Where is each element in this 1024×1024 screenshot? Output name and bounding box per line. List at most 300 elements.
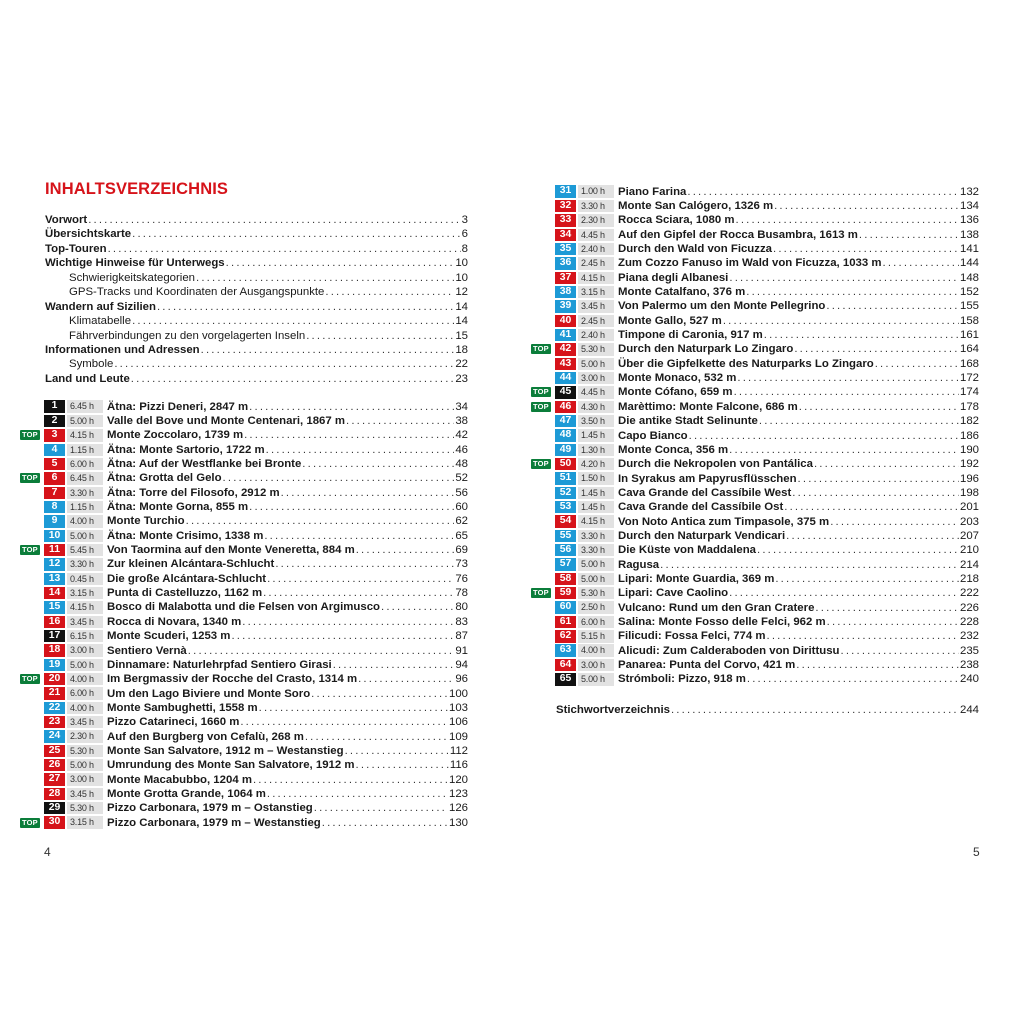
tour-duration: 4.15 h	[578, 515, 614, 527]
tour-entry[interactable]	[531, 615, 979, 629]
tour-entry[interactable]	[20, 543, 468, 557]
tour-page-number: 192	[959, 458, 979, 471]
tour-duration: 6.15 h	[67, 630, 103, 642]
tour-page-number: 130	[448, 816, 468, 829]
tour-page-number: 56	[455, 486, 468, 499]
tour-duration: 1.45 h	[578, 501, 614, 513]
tour-entry[interactable]	[531, 471, 979, 485]
toc-entry[interactable]	[45, 271, 468, 285]
leader-dots	[249, 501, 454, 513]
tour-page-number: 116	[449, 759, 468, 772]
top-slot	[531, 587, 555, 599]
tour-title: In Syrakus am Papyrusflüsschen	[618, 472, 797, 485]
tour-duration: 4.30 h	[578, 401, 614, 413]
tour-title: Monte San Calógero, 1326 m	[618, 200, 774, 213]
leader-dots	[671, 703, 959, 718]
toc-entry[interactable]	[45, 300, 468, 314]
tour-duration: 4.00 h	[67, 702, 103, 714]
tour-duration: 1.15 h	[67, 501, 103, 513]
toc-entry[interactable]	[45, 213, 468, 227]
toc-entry-page: 10	[455, 271, 468, 284]
tour-title: Ätna: Monte Gorna, 855 m	[107, 501, 249, 514]
tour-title: Über die Gipfelkette des Naturparks Lo Zingaro	[618, 357, 874, 370]
top-slot	[20, 487, 44, 499]
tour-entry[interactable]	[20, 715, 468, 729]
tour-number-badge: 38	[555, 286, 576, 298]
tour-title: Von Noto Antica zum Timpasole, 375 m	[618, 515, 830, 528]
top-slot	[20, 759, 44, 771]
top-slot	[531, 214, 555, 226]
tour-title: Monte Zoccolaro, 1739 m	[107, 429, 244, 442]
leader-dots	[196, 271, 454, 285]
tour-number-badge: 27	[44, 773, 65, 785]
tour-page-number: 62	[455, 515, 468, 528]
leader-dots	[114, 357, 454, 371]
tour-page-number: 48	[455, 458, 468, 471]
tour-entry[interactable]	[531, 256, 979, 270]
toc-entry[interactable]	[45, 343, 468, 357]
tour-entry[interactable]	[531, 557, 979, 571]
tour-duration: 3.30 h	[67, 558, 103, 570]
leader-dots	[253, 774, 448, 786]
tour-title: Pizzo Catarineci, 1660 m	[107, 716, 240, 729]
tour-number-badge: 35	[555, 243, 576, 255]
tour-title: Filicudi: Fossa Felci, 774 m	[618, 630, 766, 643]
tour-entry[interactable]	[531, 644, 979, 658]
tour-page-number: 240	[959, 673, 979, 686]
tour-entry[interactable]	[531, 228, 979, 242]
tour-duration: 1.45 h	[578, 487, 614, 499]
toc-entry[interactable]	[45, 357, 468, 371]
tour-page-number: 123	[448, 787, 468, 800]
tour-page-number: 214	[959, 558, 979, 571]
tour-entry[interactable]	[20, 514, 468, 528]
top-slot	[531, 573, 555, 585]
top-slot	[531, 458, 555, 470]
leader-dots	[794, 343, 959, 355]
tour-entry[interactable]	[20, 457, 468, 471]
tour-duration: 1.45 h	[578, 429, 614, 441]
tour-title: Strómboli: Pizzo, 918 m	[618, 673, 746, 686]
tour-entry[interactable]	[20, 815, 468, 829]
top-slot	[20, 472, 44, 484]
top-slot	[20, 544, 44, 556]
toc-entry-label: Symbole	[69, 358, 114, 371]
tour-page-number: 144	[959, 257, 979, 270]
tour-entry[interactable]	[531, 672, 979, 686]
tour-duration: 6.45 h	[67, 472, 103, 484]
top-slot	[531, 286, 555, 298]
tour-number-badge: 62	[555, 630, 576, 642]
tour-page-number: 60	[455, 501, 468, 514]
tour-number-badge: 34	[555, 229, 576, 241]
tour-duration: 5.30 h	[578, 343, 614, 355]
tour-duration: 4.00 h	[578, 644, 614, 656]
leader-dots	[223, 472, 455, 484]
tour-page-number: 112	[449, 744, 468, 757]
tour-duration: 3.00 h	[67, 773, 103, 785]
toc-entry-page: 14	[455, 300, 468, 313]
tour-page-number: 132	[959, 185, 979, 198]
tour-title: Bosco di Malabotta und die Felsen von Argimusco	[107, 601, 380, 614]
top-slot	[531, 516, 555, 528]
tour-duration: 3.30 h	[578, 544, 614, 556]
top-slot	[20, 558, 44, 570]
tour-duration: 3.45 h	[67, 716, 103, 728]
tour-duration: 3.45 h	[67, 616, 103, 628]
tour-page-number: 148	[959, 271, 979, 284]
top-slot	[20, 616, 44, 628]
tour-entry[interactable]	[20, 486, 468, 500]
tour-title: Lipari: Monte Guardia, 369 m	[618, 572, 775, 585]
tour-entry[interactable]	[531, 400, 979, 414]
leader-dots	[796, 659, 959, 671]
top-slot	[531, 257, 555, 269]
tour-entry[interactable]	[20, 600, 468, 614]
top-badge: TOP	[533, 588, 549, 598]
tour-entry[interactable]	[20, 400, 468, 414]
leader-dots	[689, 430, 959, 442]
tour-number-badge: 20	[44, 673, 65, 685]
tour-number-badge: 59	[555, 587, 576, 599]
tour-title: Salina: Monte Fosso delle Felci, 962 m	[618, 615, 826, 628]
tour-duration: 3.50 h	[578, 415, 614, 427]
top-slot	[531, 501, 555, 513]
tour-duration: 3.15 h	[67, 816, 103, 828]
top-slot	[20, 716, 44, 728]
tour-entry[interactable]	[531, 371, 979, 385]
leader-dots	[108, 242, 461, 256]
tour-entry[interactable]	[20, 428, 468, 442]
top-slot	[531, 659, 555, 671]
leader-dots	[249, 401, 454, 413]
tour-duration: 0.45 h	[67, 573, 103, 585]
tour-title: Monte Gallo, 527 m	[618, 314, 722, 327]
leader-dots	[729, 272, 959, 284]
leader-dots	[132, 314, 454, 328]
index-entry[interactable]	[556, 703, 979, 718]
tour-entry[interactable]	[531, 543, 979, 557]
tour-number-badge: 63	[555, 644, 576, 656]
tour-duration: 4.20 h	[578, 458, 614, 470]
tour-entry[interactable]	[531, 586, 979, 600]
tour-page-number: 168	[959, 357, 979, 370]
top-badge: TOP	[22, 473, 38, 483]
leader-dots	[231, 630, 454, 642]
tour-number-badge: 21	[44, 687, 65, 699]
tour-title: Ätna: Torre del Filosofo, 2912 m	[107, 486, 280, 499]
leader-dots	[322, 817, 448, 829]
tour-page-number: 109	[448, 730, 468, 743]
tour-duration: 3.00 h	[578, 372, 614, 384]
tour-entry[interactable]	[20, 729, 468, 743]
tour-entry[interactable]	[20, 787, 468, 801]
top-slot	[531, 645, 555, 657]
leader-dots	[723, 315, 959, 327]
tour-duration: 2.45 h	[578, 257, 614, 269]
tour-page-number: 182	[959, 415, 979, 428]
top-slot	[531, 272, 555, 284]
top-slot	[20, 587, 44, 599]
tour-page-number: 38	[455, 415, 468, 428]
tour-title: Die große Alcántara-Schlucht	[107, 572, 267, 585]
tour-entry[interactable]	[20, 500, 468, 514]
tour-page-number: 136	[959, 214, 979, 227]
tour-entry[interactable]	[20, 744, 468, 758]
tour-page-number: 46	[455, 443, 468, 456]
tour-number-badge: 3	[44, 429, 65, 441]
top-badge: TOP	[22, 545, 38, 555]
toc-entry-page: 3	[461, 214, 468, 226]
tour-page-number: 42	[455, 429, 468, 442]
toc-entry[interactable]	[45, 256, 468, 270]
tour-number-badge: 52	[555, 487, 576, 499]
leader-dots	[226, 256, 455, 270]
tour-entry[interactable]	[531, 500, 979, 514]
tour-entry[interactable]	[531, 457, 979, 471]
tour-duration: 6.00 h	[67, 458, 103, 470]
leader-dots	[311, 688, 448, 700]
top-slot	[531, 329, 555, 341]
tour-number-badge: 6	[44, 472, 65, 484]
top-slot	[531, 386, 555, 398]
tour-entry[interactable]	[531, 414, 979, 428]
tour-duration: 1.30 h	[578, 444, 614, 456]
tour-entry[interactable]	[20, 686, 468, 700]
tour-entry[interactable]	[20, 443, 468, 457]
tour-entry[interactable]	[20, 615, 468, 629]
top-slot	[20, 515, 44, 527]
tour-title: Zur kleinen Alcántara-Schlucht	[107, 558, 275, 571]
tour-list-right	[531, 185, 979, 687]
toc-entry-label: Informationen und Adressen	[45, 343, 200, 356]
tour-title: Durch den Wald von Ficuzza	[618, 243, 772, 256]
toc-entry[interactable]	[45, 372, 468, 386]
tour-entry[interactable]	[531, 285, 979, 299]
tour-number-badge: 65	[555, 673, 576, 685]
tour-page-number: 210	[959, 544, 979, 557]
tour-number-badge: 37	[555, 272, 576, 284]
tour-number-badge: 13	[44, 573, 65, 585]
tour-number-badge: 25	[44, 745, 65, 757]
top-badge: TOP	[533, 459, 549, 469]
tour-duration: 1.00 h	[578, 185, 614, 197]
tour-page-number: 126	[448, 802, 468, 815]
tour-page-number: 78	[455, 587, 468, 600]
leader-dots	[786, 530, 959, 542]
tour-entry[interactable]	[531, 185, 979, 199]
tour-duration: 3.00 h	[578, 659, 614, 671]
top-slot	[531, 430, 555, 442]
tour-duration: 2.30 h	[578, 214, 614, 226]
tour-entry[interactable]	[20, 471, 468, 485]
tour-page-number: 232	[959, 630, 979, 643]
leader-dots	[314, 802, 448, 814]
leader-dots	[345, 745, 449, 757]
tour-entry[interactable]	[531, 242, 979, 256]
tour-entry[interactable]	[531, 299, 979, 313]
toc-entry[interactable]	[45, 314, 468, 328]
tour-title: Ätna: Grotta del Gelo	[107, 472, 222, 485]
tour-entry[interactable]	[531, 199, 979, 213]
tour-entry[interactable]	[20, 529, 468, 543]
leader-dots	[306, 329, 454, 343]
leader-dots	[736, 214, 959, 226]
tour-number-badge: 28	[44, 788, 65, 800]
leader-dots	[792, 487, 959, 499]
tour-title: Durch den Naturpark Lo Zingaro	[618, 343, 794, 356]
top-slot	[20, 673, 44, 685]
tour-entry[interactable]	[531, 213, 979, 227]
leader-dots	[737, 372, 959, 384]
tour-title: Durch die Nekropolen von Pantálica	[618, 458, 813, 471]
top-slot	[531, 630, 555, 642]
tour-entry[interactable]	[531, 572, 979, 586]
tour-entry[interactable]	[20, 557, 468, 571]
tour-entry[interactable]	[531, 342, 979, 356]
tour-title: Auf den Gipfel der Rocca Busambra, 1613 m	[618, 228, 858, 241]
tour-page-number: 238	[959, 659, 979, 672]
toc-entry[interactable]	[45, 285, 468, 299]
top-slot	[531, 444, 555, 456]
tour-entry[interactable]	[20, 801, 468, 815]
tour-entry[interactable]	[531, 600, 979, 614]
tour-title: Dinnamare: Naturlehrpfad Sentiero Girasi	[107, 658, 332, 671]
tour-duration: 2.40 h	[578, 329, 614, 341]
tour-number-badge: 43	[555, 358, 576, 370]
tour-entry[interactable]	[531, 314, 979, 328]
tour-number-badge: 30	[44, 816, 65, 828]
tour-entry[interactable]	[531, 486, 979, 500]
top-slot	[20, 601, 44, 613]
tour-number-badge: 7	[44, 487, 65, 499]
leader-dots	[267, 573, 454, 585]
toc-entry-label: Land und Leute	[45, 372, 130, 385]
leader-dots	[201, 343, 455, 357]
tour-number-badge: 17	[44, 630, 65, 642]
tour-number-badge: 58	[555, 573, 576, 585]
leader-dots	[244, 429, 454, 441]
tour-page-number: 69	[455, 544, 468, 557]
leader-dots	[88, 213, 460, 227]
toc-entry-label: Übersichtskarte	[45, 228, 132, 241]
tour-entry[interactable]	[20, 572, 468, 586]
tour-title: Cava Grande del Cassíbile West	[618, 486, 792, 499]
tour-entry[interactable]	[20, 701, 468, 715]
top-slot	[531, 544, 555, 556]
top-slot	[531, 229, 555, 241]
tour-number-badge: 64	[555, 659, 576, 671]
leader-dots	[266, 444, 455, 456]
tour-entry[interactable]	[20, 758, 468, 772]
tour-page-number: 80	[455, 601, 468, 614]
toc-entry-page: 6	[461, 228, 468, 241]
tour-duration: 3.45 h	[67, 788, 103, 800]
tour-title: Alicudi: Zum Calderaboden von Dirittusu	[618, 644, 840, 657]
tour-number-badge: 42	[555, 343, 576, 355]
toc-entry[interactable]	[45, 227, 468, 241]
tour-duration: 2.50 h	[578, 601, 614, 613]
toc-entry[interactable]	[45, 242, 468, 256]
leader-dots	[774, 200, 959, 212]
tour-number-badge: 44	[555, 372, 576, 384]
tour-entry[interactable]	[20, 586, 468, 600]
tour-duration: 3.45 h	[578, 300, 614, 312]
top-slot	[20, 573, 44, 585]
tour-entry[interactable]	[20, 629, 468, 643]
top-slot	[531, 559, 555, 571]
top-badge: TOP	[22, 817, 38, 827]
tour-title: Monte Cófano, 659 m	[618, 386, 733, 399]
tour-page-number: 186	[959, 429, 979, 442]
tour-page-number: 134	[959, 200, 979, 213]
leader-dots	[356, 544, 455, 556]
toc-entry-label: Fährverbindungen zu den vorgelagerten Inseln	[69, 329, 306, 342]
tour-page-number: 196	[959, 472, 979, 485]
tour-number-badge: 4	[44, 444, 65, 456]
tour-entry[interactable]	[20, 772, 468, 786]
tour-entry[interactable]	[531, 428, 979, 442]
leader-dots	[729, 444, 959, 456]
leader-dots	[747, 673, 959, 685]
tour-entry[interactable]	[20, 414, 468, 428]
tour-entry[interactable]	[20, 643, 468, 657]
tour-duration: 5.00 h	[578, 673, 614, 685]
tour-entry[interactable]	[531, 529, 979, 543]
tour-duration: 5.30 h	[578, 587, 614, 599]
tour-duration: 2.30 h	[67, 730, 103, 742]
top-slot	[20, 458, 44, 470]
tour-entry[interactable]	[531, 514, 979, 528]
tour-entry[interactable]	[20, 672, 468, 686]
tour-entry[interactable]	[20, 658, 468, 672]
tour-duration: 3.30 h	[578, 530, 614, 542]
leader-dots	[242, 616, 454, 628]
top-slot	[20, 774, 44, 786]
tour-entry[interactable]	[531, 328, 979, 342]
tour-duration: 4.45 h	[578, 229, 614, 241]
tour-title: Monte Turchio	[107, 515, 185, 528]
tour-page-number: 73	[455, 558, 468, 571]
tour-number-badge: 19	[44, 659, 65, 671]
top-slot	[20, 745, 44, 757]
toc-entry[interactable]	[45, 329, 468, 343]
tour-entry[interactable]	[531, 385, 979, 399]
leader-dots	[325, 285, 454, 299]
index-entry-label: Stichwortverzeichnis	[556, 704, 670, 716]
toc-entry-label: Schwierigkeitskategorien	[69, 271, 195, 284]
tour-entry[interactable]	[531, 443, 979, 457]
tour-entry[interactable]	[531, 357, 979, 371]
tour-entry[interactable]	[531, 629, 979, 643]
tour-page-number: 106	[448, 716, 468, 729]
top-slot	[20, 731, 44, 743]
toc-entry-label: Klimatabelle	[69, 315, 132, 328]
tour-entry[interactable]	[531, 271, 979, 285]
leader-dots	[263, 587, 454, 599]
tour-number-badge: 49	[555, 444, 576, 456]
tour-number-badge: 12	[44, 558, 65, 570]
tour-title: Monte Grotta Grande, 1064 m	[107, 787, 266, 800]
tour-title: Monte Conca, 356 m	[618, 443, 729, 456]
leader-dots	[764, 329, 959, 341]
tour-page-number: 152	[959, 286, 979, 299]
tour-page-number: 87	[455, 630, 468, 643]
tour-page-number: 52	[455, 472, 468, 485]
top-badge: TOP	[533, 401, 549, 411]
tour-duration: 5.00 h	[578, 558, 614, 570]
tour-entry[interactable]	[531, 658, 979, 672]
